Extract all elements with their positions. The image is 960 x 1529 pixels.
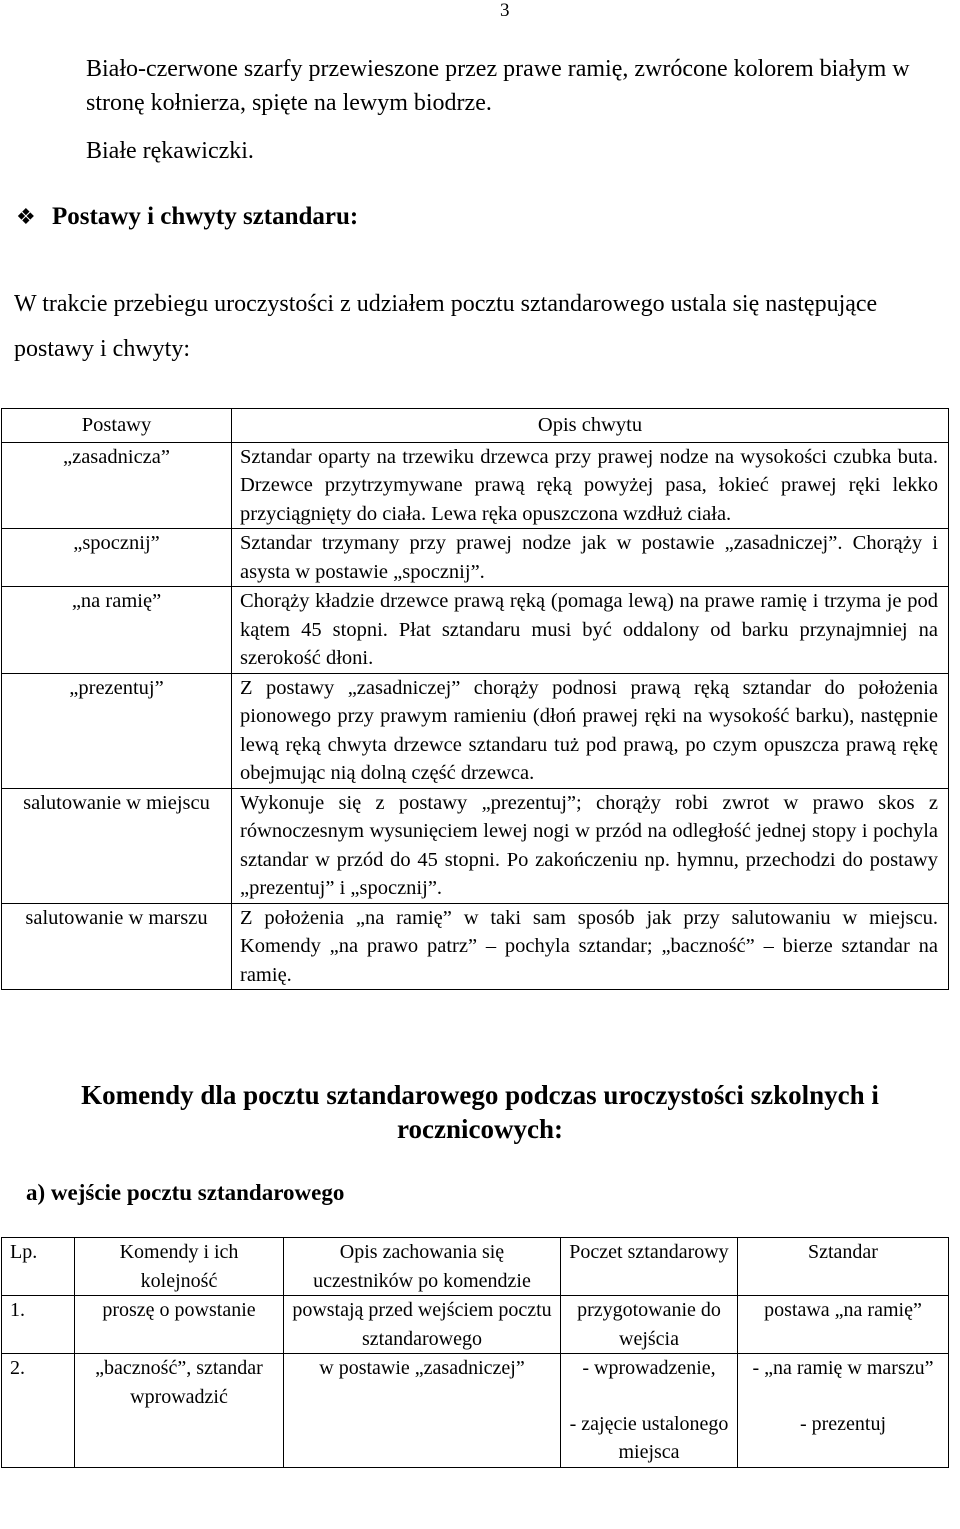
posture-name: „zasadnicza” (2, 442, 232, 529)
posture-description: Z postawy „zasadniczej” chorąży podnosi prawą ręką sztandar do położenia pionowego przy prawym ramieniu (dłoń prawej ręki na wysokość barku), następnie lewą ręką chwyta drzewce sztandaru tuż pod prawą, po czym opuszcza prawą rękę obejmując nią dolną część drzewca. (232, 673, 949, 788)
table-header-commands: Komendy i ich kolejność (75, 1238, 284, 1296)
posture-description: Chorąży kładzie drzewce prawą ręką (pomaga lewą) na prawe ramię i trzyma je pod kątem 45 stopni. Płat sztandaru musi być oddalony od barku przynajmniej na szerokość dłoni. (232, 587, 949, 674)
sztandar-cell (738, 1296, 949, 1354)
behavior-text: powstają przed wejściem pocztu sztandarowego (284, 1296, 561, 1354)
row-number: 2. (2, 1354, 75, 1468)
posture-name: „spocznij” (2, 529, 232, 587)
table-header-row (2, 409, 949, 443)
row-number: 1. (2, 1296, 75, 1354)
table-row (2, 1296, 949, 1354)
posture-description: Sztandar trzymany przy prawej nodze jak w postawie „zasadniczej”. Chorąży i asysta w postawie „spocznij”. (232, 529, 949, 587)
table-header-row (2, 1238, 949, 1296)
commands-subheading: a) wejście pocztu sztandarowego (26, 1180, 345, 1205)
poczet-cell (561, 1354, 738, 1468)
intro-line-gloves: Białe rękawiczki. (86, 138, 254, 164)
table-header-description: Opis chwytu (232, 409, 949, 443)
posture-name: salutowanie w marszu (2, 903, 232, 990)
commands-table (1, 1237, 949, 1468)
section-heading-postures (16, 200, 358, 234)
sztandar-text: - prezentuj (799, 1412, 887, 1435)
table-row (2, 903, 949, 990)
posture-name: „na ramię” (2, 587, 232, 674)
posture-description: Wykonuje się z postawy „prezentuj”; chorąży robi zwrot w prawo skos z równoczesnym wysunięciem lewej nogi w przód na odległość jednej stopy i pochyla sztandar w przód do 45 stopni. Po zakończeniu np. hymnu, przechodzi do postawy „prezentuj” i „spocznij”. (232, 788, 949, 903)
intro-line-sashes: Biało-czerwone szarfy przewieszone przez prawe ramię, zwrócone kolorem białym w stronę kołnierza, spięte na lewym biodrze. (86, 56, 910, 116)
table-header-postures: Postawy (2, 409, 232, 443)
table-row (2, 788, 949, 903)
section-heading-text: Postawy i chwyty sztandaru: (51, 203, 359, 230)
commands-heading: Komendy dla pocztu sztandarowego podczas uroczystości szkolnych i rocznicowych: (81, 1080, 879, 1144)
page-number: 3 (500, 0, 510, 21)
behavior-text: w postawie „zasadniczej” (284, 1354, 561, 1468)
table-header-poczet: Poczet sztandarowy (561, 1238, 738, 1296)
posture-name: salutowanie w miejscu (2, 788, 232, 903)
sztandar-cell (738, 1354, 949, 1468)
table-row (2, 673, 949, 788)
command-text: proszę o powstanie (75, 1296, 284, 1354)
sztandar-text: - „na ramię w marszu” (752, 1357, 934, 1379)
table-header-lp: Lp. (2, 1238, 75, 1296)
posture-description: Sztandar oparty na trzewiku drzewca przy prawej nodze na wysokości czubka buta. Drzewce przytrzymywane prawą ręką powyżej pasa, łokieć prawej ręki lekko przyciągnięty do ciała. Lewa ręka opuszczona wzdłuż ciała. (232, 442, 949, 529)
table-row (2, 1354, 949, 1468)
four-diamond-bullet-icon: ❖ (16, 204, 36, 229)
table-row (2, 442, 949, 529)
table-row (2, 587, 949, 674)
poczet-text: - zajęcie ustalonego miejsca (569, 1412, 729, 1463)
table-header-behavior: Opis zachowania się uczestników po komendzie (284, 1238, 561, 1296)
sztandar-text: postawa „na ramię” (764, 1299, 922, 1321)
table-row (2, 529, 949, 587)
poczet-text: przygotowanie do wejścia (577, 1299, 721, 1350)
poczet-text: - wprowadzenie, (582, 1357, 716, 1379)
section-paragraph: W trakcie przebiegu uroczystości z udziałem pocztu sztandarowego ustala się następujące postawy i chwyty: (14, 291, 878, 362)
command-text: „baczność”, sztandar wprowadzić (75, 1354, 284, 1468)
table-header-sztandar: Sztandar (738, 1238, 949, 1296)
intro-text (86, 52, 960, 168)
posture-description: Z położenia „na ramię” w taki sam sposób jak przy salutowaniu w miejscu. Komendy „na prawo patrz” – pochyla sztandar; „baczność” – bierze sztandar na ramię. (232, 903, 949, 990)
posture-name: „prezentuj” (2, 673, 232, 788)
poczet-cell (561, 1296, 738, 1354)
postures-table (1, 408, 949, 990)
